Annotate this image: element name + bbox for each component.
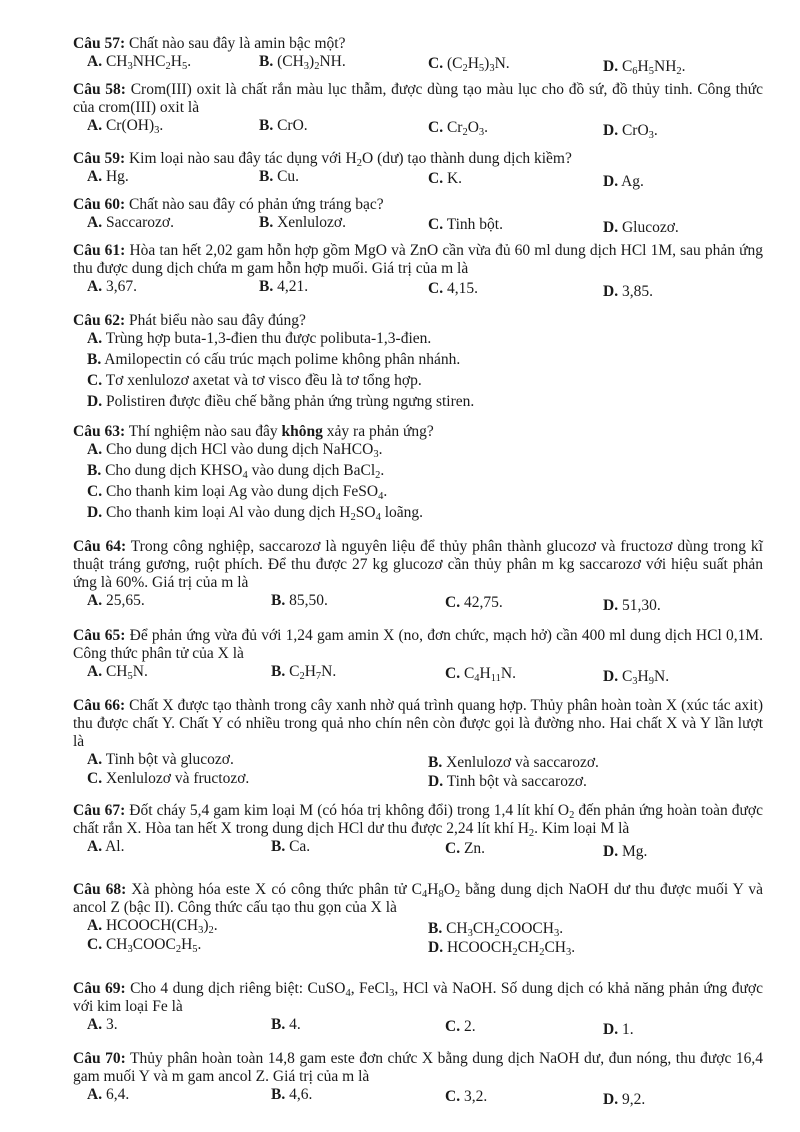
question-number: Câu 69: <box>73 980 126 997</box>
option-c[interactable]: C. Cho thanh kim loại Ag vào dung dịch FeSO$_4$. <box>87 483 388 502</box>
option-c[interactable]: C. $C_4H_{11}N$. <box>445 665 516 684</box>
option-c[interactable]: C. Tơ xenlulozơ axetat và tơ visco đều là tơ tổng hợp. <box>87 372 422 389</box>
option-a[interactable]: A. $CH_3NHC_2H_5$. <box>87 53 192 72</box>
question-number: Câu 70: <box>73 1050 126 1067</box>
question-62-options <box>73 330 763 414</box>
option-a[interactable]: A. Hg. <box>87 168 129 185</box>
question-62-stem: Câu 62: Phát biểu nào sau đây đúng? <box>73 312 306 329</box>
question-58-stem: Câu 58: Crom(III) oxit là chất rắn màu lục thẫm, được dùng tạo màu lục cho đồ sứ, đồ thủy tinh. Công thức của crom(III) oxit là <box>73 81 764 116</box>
option-a[interactable]: A. $HCOOCH(CH_3)_2$. <box>87 917 218 936</box>
question-66-stem: Câu 66: Chất X được tạo thành trong cây xanh nhờ quá trình quang hợp. Thủy phân hoàn toàn X (xúc tác axit) thu được chất Y. Chất Y có nhiều trong quả nho chín nên còn được gọi là đường nho. Hai chất X và Y lần lượt là <box>73 697 763 750</box>
option-b[interactable]: B. $(CH_3)_2NH$. <box>259 53 346 72</box>
option-d[interactable]: D. 51,30. <box>603 597 661 614</box>
option-c[interactable]: C. 42,75. <box>445 594 503 611</box>
question-57-stem: Câu 57: Chất nào sau đây là amin bậc một? <box>73 35 346 52</box>
question-66 <box>73 697 763 791</box>
question-number: Câu 57: <box>73 35 126 52</box>
option-d[interactable]: D. Polistiren được điều chế bằng phản ứng trùng ngưng stiren. <box>87 393 475 410</box>
question-number: Câu 61: <box>73 242 126 259</box>
option-d[interactable]: D. 1. <box>603 1021 634 1038</box>
option-d[interactable]: D. $C_3H_9N$. <box>603 668 670 687</box>
question-number: Câu 62: <box>73 312 126 329</box>
option-c[interactable]: C. $CH_3COOC_2H_5$. <box>87 936 202 955</box>
option-c[interactable]: C. 2. <box>445 1018 476 1035</box>
option-b[interactable]: B. CrO. <box>259 117 308 134</box>
option-d[interactable]: D. Glucozơ. <box>603 219 679 236</box>
question-number: Câu 58: <box>73 81 126 98</box>
question-70 <box>73 1050 763 1106</box>
question-60-stem: Câu 60: Chất nào sau đây có phản ứng tráng bạc? <box>73 196 384 213</box>
option-a[interactable]: A. 3. <box>87 1016 118 1033</box>
option-a[interactable]: A. Trùng hợp buta-1,3-đien thu được polibuta-1,3-đien. <box>87 330 432 347</box>
question-68-stem: Câu 68: Xà phòng hóa este X có công thức phân tử $C_4H_8O_2$ bằng dung dịch NaOH dư thu được muối Y và ancol Z (bậc II). Công thức cấu tạo thu gọn của X là <box>73 881 764 916</box>
option-c[interactable]: C. $(C_2H_5)_3N$. <box>428 55 510 74</box>
question-63 <box>73 423 763 525</box>
question-number: Câu 60: <box>73 196 126 213</box>
option-b[interactable]: B. $C_2H_7N$. <box>271 663 337 682</box>
option-c[interactable]: C. 4,15. <box>428 280 478 297</box>
option-b[interactable]: B. 4,21. <box>259 278 309 295</box>
option-a[interactable]: A. Saccarozơ. <box>87 214 174 231</box>
question-number: Câu 63: <box>73 423 126 440</box>
question-60-options <box>73 214 763 234</box>
question-58 <box>73 81 764 141</box>
option-b[interactable]: B. Ca. <box>271 838 311 855</box>
option-d[interactable]: D. Mg. <box>603 843 648 860</box>
question-65-stem: Câu 65: Để phản ứng vừa đủ với 1,24 gam amin X (no, đơn chức, mạch hở) cần 400 ml dung dịch HCl 0,1M. Công thức phân tử của X là <box>73 627 763 662</box>
option-c[interactable]: C. 3,2. <box>445 1088 488 1105</box>
question-69 <box>73 980 763 1036</box>
option-c[interactable]: C. Tinh bột. <box>428 216 503 233</box>
question-69-options <box>73 1016 763 1036</box>
option-d[interactable]: D. CrO$_3$. <box>603 122 658 141</box>
option-d[interactable]: D. Cho thanh kim loại Al vào dung dịch $H_2SO_4$ loãng. <box>87 504 424 523</box>
question-number: Câu 68: <box>73 881 127 898</box>
question-62 <box>73 312 763 414</box>
option-c[interactable]: C. Xenlulozơ và fructozơ. <box>87 770 250 787</box>
option-b[interactable]: B. 4,6. <box>271 1086 313 1103</box>
question-61-options <box>73 278 763 298</box>
option-c[interactable]: C. Zn. <box>445 840 486 857</box>
question-67 <box>73 802 763 858</box>
question-59-options <box>73 168 763 188</box>
option-c[interactable]: C. K. <box>428 170 463 187</box>
option-b[interactable]: B. 85,50. <box>271 592 328 609</box>
question-67-options <box>73 838 763 858</box>
question-61 <box>73 242 763 298</box>
option-b[interactable]: B. $CH_3CH_2COOCH_3$. <box>428 920 564 939</box>
option-a[interactable]: A. 25,65. <box>87 592 145 609</box>
option-c[interactable]: C. $Cr_2O_3$. <box>428 119 489 138</box>
option-a[interactable]: A. $Cr(OH)_3$. <box>87 117 164 136</box>
option-b[interactable]: B. Cho dung dịch $KHSO_4$ vào dung dịch BaCl$_2$. <box>87 462 385 481</box>
question-67-stem: Câu 67: Đốt cháy 5,4 gam kim loại M (có hóa trị không đổi) trong 1,4 lít khí $O_2$ đến phản ứng hoàn toàn được chất rắn X. Hòa tan hết X trong dung dịch HCl dư thu được 2,24 lít khí $H_2$. Kim loại M là <box>73 802 764 839</box>
question-70-options <box>73 1086 763 1106</box>
option-a[interactable]: A. Al. <box>87 838 125 855</box>
option-b[interactable]: B. Amilopectin có cấu trúc mạch polime không phân nhánh. <box>87 351 461 368</box>
option-d[interactable]: D. 9,2. <box>603 1091 646 1108</box>
option-d[interactable]: D. $HCOOCH_2CH_2CH_3$. <box>428 939 576 958</box>
question-68 <box>73 881 763 957</box>
question-63-stem: Câu 63: Thí nghiệm nào sau đây không xảy ra phản ứng? <box>73 423 434 440</box>
question-58-options <box>73 117 763 141</box>
question-number: Câu 65: <box>73 627 126 644</box>
question-63-options <box>73 441 763 525</box>
option-a[interactable]: A. Tinh bột và glucozơ. <box>87 751 234 768</box>
question-65 <box>73 627 763 687</box>
option-d[interactable]: D. 3,85. <box>603 283 653 300</box>
question-number: Câu 67: <box>73 802 126 819</box>
question-61-stem: Câu 61: Hòa tan hết 2,02 gam hỗn hợp gồm MgO và ZnO cần vừa đủ 60 ml dung dịch HCl 1M, sau phản ứng thu được dung dịch chứa m gam hỗn hợp muối. Giá trị của m là <box>73 242 763 277</box>
question-64-stem: Câu 64: Trong công nghiệp, saccarozơ là nguyên liệu để thủy phân thành glucozơ và fructozơ dùng trong kĩ thuật tráng gương, ruột phích. Để thu được 27 kg glucozơ cần thủy phân m kg saccarozơ với hiệu suất phản ứng là 60%. Giá trị của m là <box>73 538 763 591</box>
option-b[interactable]: B. Cu. <box>259 168 300 185</box>
option-a[interactable]: A. 3,67. <box>87 278 137 295</box>
option-a[interactable]: A. Cho dung dịch HCl vào dung dịch NaHCO$_3$. <box>87 441 383 460</box>
question-57-options <box>73 53 763 77</box>
option-d[interactable]: D. Ag. <box>603 173 644 190</box>
question-57 <box>73 35 763 77</box>
option-b[interactable]: B. 4. <box>271 1016 301 1033</box>
question-64-options <box>73 592 763 612</box>
question-69-stem: Câu 69: Cho 4 dung dịch riêng biệt: CuSO$_4$, FeCl$_3$, HCl và NaOH. Số dung dịch có khả năng phản ứng được với kim loại Fe là <box>73 980 763 1015</box>
question-59 <box>73 150 763 188</box>
question-number: Câu 66: <box>73 697 126 714</box>
option-b[interactable]: B. Xenlulozơ. <box>259 214 346 231</box>
question-number: Câu 59: <box>73 150 126 167</box>
question-70-stem: Câu 70: Thủy phân hoàn toàn 14,8 gam este đơn chức X bằng dung dịch NaOH dư, đun nóng, thu được 16,4 gam muối Y và m gam ancol Z. Giá trị của m là <box>73 1050 763 1085</box>
option-d[interactable]: D. Tinh bột và saccarozơ. <box>428 773 587 790</box>
question-66-options <box>73 751 763 791</box>
question-number: Câu 64: <box>73 538 127 555</box>
question-60 <box>73 196 763 234</box>
question-59-stem: Câu 59: Kim loại nào sau đây tác dụng với $H_2O$ (dư) tạo thành dung dịch kiềm? <box>73 150 572 169</box>
question-68-options <box>73 917 763 957</box>
option-b[interactable]: B. Xenlulozơ và saccarozơ. <box>428 754 599 771</box>
option-d[interactable]: D. $C_6H_5NH_2$. <box>603 58 686 77</box>
question-64 <box>73 538 763 612</box>
question-65-options <box>73 663 763 687</box>
option-a[interactable]: A. 6,4. <box>87 1086 130 1103</box>
option-a[interactable]: A. $CH_5N$. <box>87 663 148 682</box>
